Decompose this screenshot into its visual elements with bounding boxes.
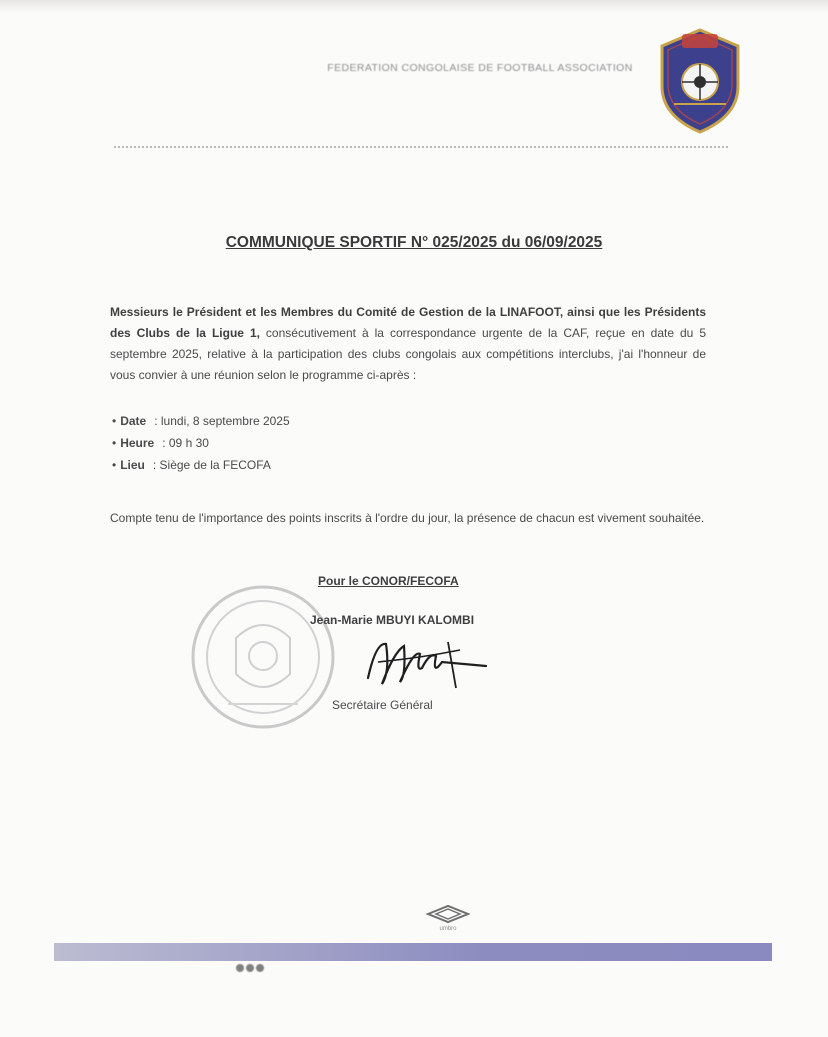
social-icon — [246, 964, 254, 972]
body-paragraph-1 — [110, 302, 706, 386]
bullet-key: Date — [120, 414, 147, 428]
footer-contacts — [236, 964, 596, 973]
organization-name: FEDERATION CONGOLAISE DE FOOTBALL ASSOCIATION — [327, 62, 633, 74]
fecofa-crest-logo — [652, 24, 748, 136]
bullet-value: : Siège de la FECOFA — [152, 458, 271, 472]
paragraph-1-addressees: Messieurs le Président et les Membres du Comité de Gestion de la LINAFOOT, ainsi que les Présidents des Clubs de la Ligue 1, — [110, 305, 706, 340]
bullet-value: : lundi, 8 septembre 2025 — [154, 414, 290, 428]
bullet-value: : 09 h 30 — [162, 436, 209, 450]
header-divider — [114, 146, 728, 148]
scan-shadow — [0, 0, 828, 12]
signatory-name: Jean-Marie MBUYI KALOMBI — [310, 613, 475, 627]
communique-title: COMMUNIQUE SPORTIF N° 025/2025 du 06/09/2025 — [225, 234, 603, 251]
official-stamp — [188, 582, 338, 732]
list-item-time — [112, 432, 290, 454]
signatory-role: Secrétaire Général — [332, 698, 433, 712]
bullet-key: Lieu — [120, 458, 145, 472]
body-paragraph-2: Compte tenu de l'importance des points inscrits à l'ordre du jour, la présence de chacun est vivement souhaitée. — [110, 511, 705, 525]
signatory-organization: Pour le CONOR/FECOFA — [318, 574, 459, 588]
bullet-key: Heure — [120, 436, 155, 450]
list-item-place — [112, 454, 290, 476]
footer-band — [54, 943, 772, 961]
umbro-logo-text: umbro — [439, 926, 457, 932]
meeting-details-list — [112, 410, 290, 476]
list-item-date — [112, 410, 290, 432]
social-icon — [256, 964, 264, 972]
handwritten-signature — [360, 632, 490, 692]
paragraph-1-text: consécutivement à la correspondance urgente de la CAF, reçue en date du 5 septembre 2025, relative à la participation des clubs congolais aux compétitions interclubs, j'ai l'honneur de vous convier à une réunion selon le programme ci-après : — [110, 326, 706, 382]
social-icon — [236, 964, 244, 972]
